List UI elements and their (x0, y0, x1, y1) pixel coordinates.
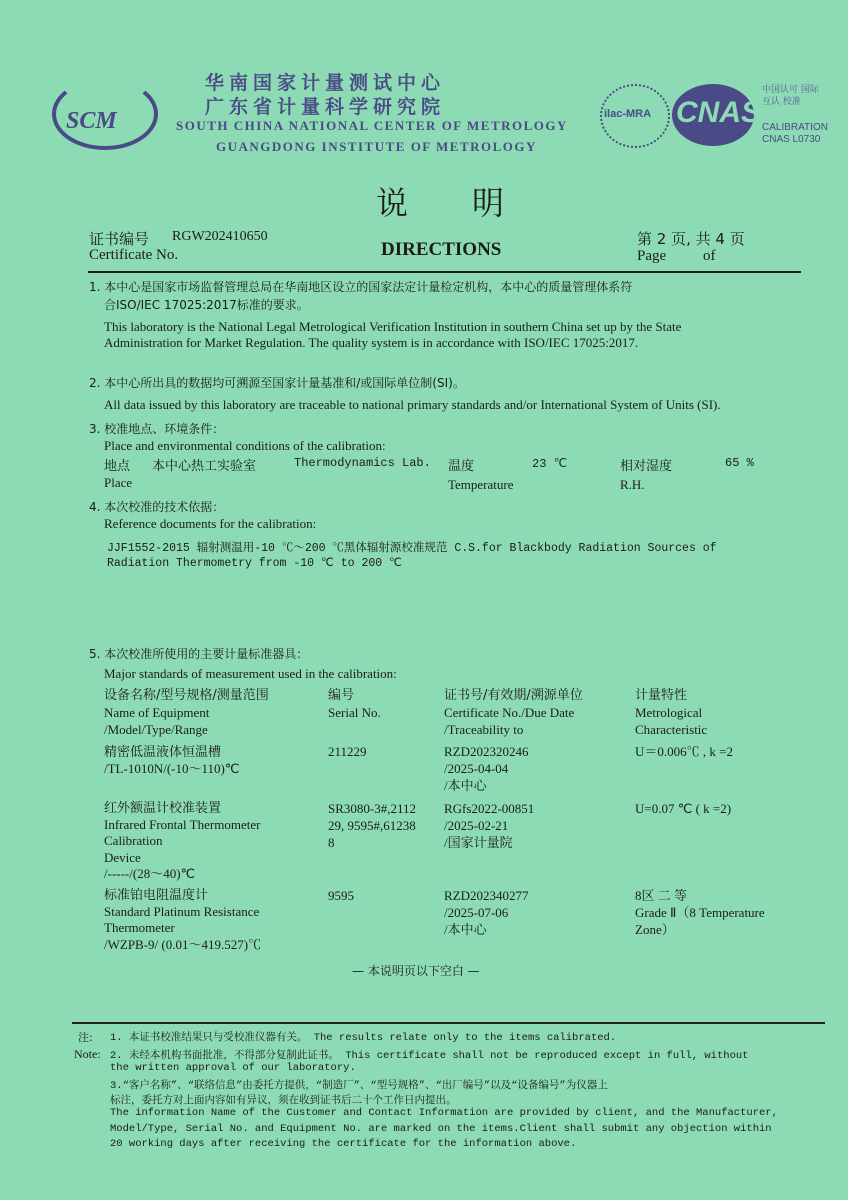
cell-name: 红外额温计校准装置 Infrared Frontal Thermometer Calibration Device /-----/(28〜40)℃ (104, 800, 261, 881)
col-header-cert: 证书号/有效期/溯源单位 Certificate No./Due Date /Traceability to (444, 688, 583, 737)
cell-char: U=0.07 ℃ ( k =2) (635, 801, 732, 816)
section3-cn: 3. 校准地点、环境条件： (89, 422, 225, 436)
cnas-cn-text: 中国认可 国际互认 校准 (762, 85, 819, 107)
cell-char: U＝0.006℃ , k =2 (635, 744, 733, 759)
cell-name: 精密低温液体恒温槽 /TL-1010N/(-10〜110)℃ (104, 744, 240, 776)
section1-cn-b: 合ISO/IEC 17025:2017标准的要求。 (104, 298, 309, 312)
section3-en: Place and environmental conditions of the calibration: (104, 438, 386, 453)
place-value-cn: 本中心热工实验室 (152, 459, 257, 474)
cell-serial: 9595 (328, 888, 354, 903)
cnas-number: CNAS L0730 (762, 134, 821, 145)
rh-label-en: R.H. (620, 477, 645, 492)
note-3a: 3.“客户名称”、“联络信息”由委托方提供，“制造厂”、“型号规格”、“出厂编号”以及“设备编号”为仪器上 (110, 1080, 608, 1092)
cert-label-cn: 证书编号 (89, 230, 150, 248)
col-header-serial: 编号 Serial No. (328, 688, 381, 720)
title-cn: 说 明 (376, 184, 505, 222)
section5-cn: 5. 本次校准所使用的主要计量标准器具： (89, 647, 309, 661)
reference-doc-b: Radiation Thermometry from -10 ℃ to 200 ℃ (107, 557, 402, 570)
cert-number: RGW202410650 (172, 229, 268, 244)
section4-en: Reference documents for the calibration: (104, 516, 317, 531)
note-2b: the written approval of our laboratory. (110, 1062, 356, 1074)
cell-name: 标准铂电阻温度计 Standard Platinum Resistance Thermometer /WZPB-9/ (0.01～419.527)℃ (104, 887, 262, 952)
cell-cert: RZD202320246 /2025-04-04 /本中心 (444, 744, 529, 793)
place-value-en: Thermodynamics Lab. (294, 456, 431, 470)
cnas-calibration: CALIBRATION (762, 122, 828, 133)
rh-label-cn: 相对湿度 (620, 459, 673, 474)
note-3d: Model/Type, Serial No. and Equipment No. are marked on the items.Client shall submit any objection within (110, 1123, 772, 1135)
org-name-en-1: SOUTH CHINA NATIONAL CENTER OF METROLOGY (176, 118, 568, 133)
reference-doc-a: JJF1552-2015 辐射测温用-10 ℃～200 ℃黑体辐射源校准规范 C.S.for Blackbody Radiation Sources of (107, 542, 717, 555)
note-3e: 20 working days after receiving the certificate for the information above. (110, 1138, 577, 1150)
notes-divider (72, 1022, 825, 1024)
col-header-char: 计量特性 Metrological Characteristic (635, 688, 708, 737)
temp-label-cn: 温度 (448, 459, 475, 474)
scm-logo (52, 78, 158, 150)
org-name-en-2: GUANGDONG INSTITUTE OF METROLOGY (216, 139, 537, 154)
cnas-logo: CNAS (672, 84, 754, 146)
section1-cn-a: 1. 本中心是国家市场监督管理总局在华南地区设立的国家法定计量检定机构，本中心的质量管理体系符 (89, 280, 633, 294)
cell-cert: RGfs2022-00851 /2025-02-21 /国家计量院 (444, 801, 535, 850)
page-of-en: of (703, 248, 716, 264)
cell-cert: RZD202340277 /2025-07-06 /本中心 (444, 888, 529, 937)
notes-label-en: Note: (74, 1047, 101, 1061)
section5-en: Major standards of measurement used in the calibration: (104, 666, 397, 681)
place-label-en: Place (104, 475, 133, 490)
header-divider (88, 271, 801, 273)
note-2a: 2. 未经本机构书面批准，不得部分复制此证书。 This certificate shall not be reproduced except in full, without (110, 1050, 749, 1062)
temp-label-en: Temperature (448, 477, 514, 492)
temp-value: 23 ℃ (532, 457, 568, 471)
cell-char: 8区 二 等 Grade Ⅱ（8 Temperature Zone） (635, 888, 765, 937)
org-name-cn-2: 广东省计量科学研究院 (205, 96, 446, 118)
note-3b: 标注，委托方对上面内容如有异议，须在收到证书后二十个工作日内提出。 (110, 1095, 457, 1107)
org-name-cn-1: 华南国家计量测试中心 (205, 72, 446, 94)
title-en: DIRECTIONS (381, 239, 502, 260)
col-header-name: 设备名称/型号规格/测量范围 Name of Equipment /Model/Type/Range (104, 688, 269, 737)
section1-en-b: Administration for Market Regulation. The quality system is in accordance with ISO/IEC 17025:2017. (104, 335, 639, 350)
blank-below-note: — 本说明页以下空白 — (352, 964, 480, 978)
cell-serial: SR3080-3#,2112 29, 9595#,61238 8 (328, 801, 416, 850)
note-3c: The information Name of the Customer and Contact Information are provided by client, and the Manufacturer, (110, 1107, 778, 1119)
section4-cn: 4. 本次校准的技术依据： (89, 500, 225, 514)
page-number-cn: 第 2 页, 共 4 页 (637, 230, 745, 248)
section2-cn: 2. 本中心所出具的数据均可溯源至国家计量基准和/或国际单位制(SI)。 (89, 376, 465, 390)
cert-label-en: Certificate No. (89, 247, 179, 263)
rh-value: 65 % (725, 456, 754, 470)
page-label-en: Page (637, 248, 667, 264)
note-1: 1. 本证书校准结果只与受校准仪器有关。 The results relate only to the items calibrated. (110, 1032, 617, 1044)
section1-en-a: This laboratory is the National Legal Metrological Verification Institution in southern China set up by the State (104, 319, 682, 334)
ilac-mra-logo: ilac-MRA (600, 84, 670, 148)
scm-logo-text: SCM (66, 108, 117, 134)
place-label-cn: 地点 (104, 459, 131, 474)
notes-label-cn: 注: (78, 1031, 93, 1044)
section2-en: All data issued by this laboratory are traceable to national primary standards and/or International System of Units (SI). (104, 397, 721, 412)
cell-serial: 211229 (328, 744, 367, 759)
